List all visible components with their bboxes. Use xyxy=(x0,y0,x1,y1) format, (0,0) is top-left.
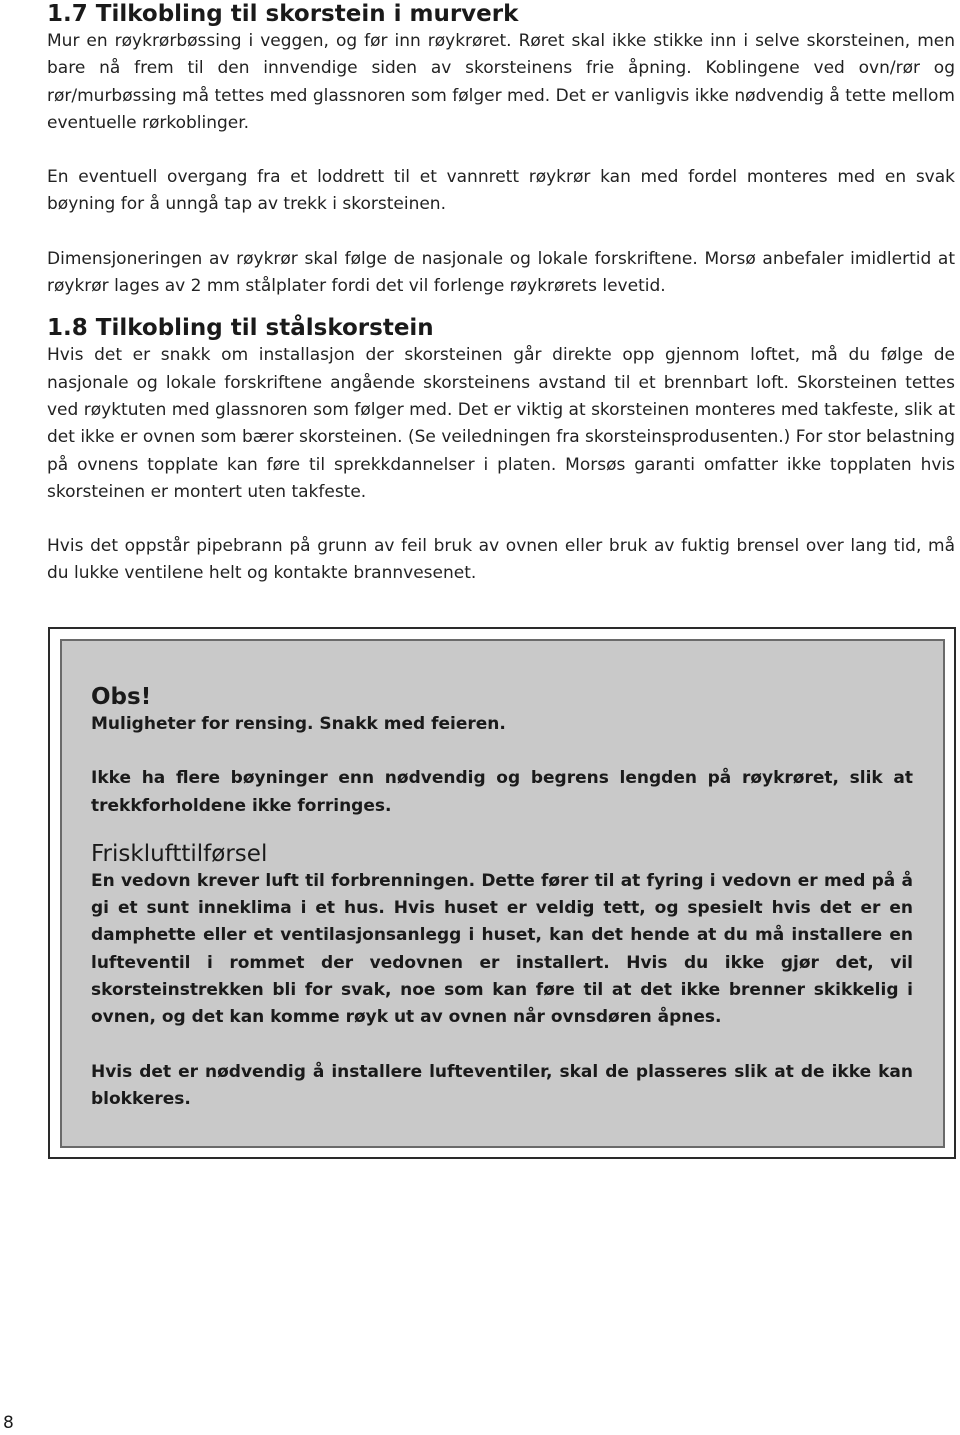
notice-cleaning-text: Muligheter for rensing. Snakk med feieren. xyxy=(91,714,506,734)
paragraph-flue-bend: En eventuell overgang fra et loddrett til et vannrett røykrør kan med fordel monteres med en svak bøyning for å unngå tap av trekk i skorsteinen. xyxy=(47,167,955,215)
notice-frame xyxy=(48,627,956,1159)
page-content xyxy=(47,0,955,588)
page-number: 8 xyxy=(3,1413,14,1433)
section-heading-1-7: 1.7 Tilkobling til skorstein i murverk xyxy=(47,1,519,27)
paragraph-chimney-fire: Hvis det oppstår pipebrann på grunn av feil bruk av ovnen eller bruk av fuktig brensel over lang tid, må du lukke ventilene helt og kontakte brannvesenet. xyxy=(47,536,955,584)
notice-fresh-air-heading: Frisklufttilførsel xyxy=(91,840,268,867)
notice-content xyxy=(91,683,913,1113)
notice-bends-text: Ikke ha flere bøyninger enn nødvendig og begrens lengden på røykrøret, slik at trekkforholdene ikke forringes. xyxy=(91,768,913,816)
notice-fresh-air-text: En vedovn krever luft til forbrenningen. Dette fører til at fyring i vedovn er med på å gi et sunt inneklima i et hus. Hvis huset er veldig tett, og spesielt hvis det er en damphette eller et ventilasjonsanlegg i huset, kan det hende at du må installere en lufteventil i rommet der vedovnen er installert. Hvis du ikke gjør det, vil skorsteinstrekken bli for svak, noe som kan føre til at det ikke brenner skikkelig i ovnen, og det kan komme røyk ut av ovnen når ovnsdøren åpnes. xyxy=(91,870,913,1028)
paragraph-flue-dimensions: Dimensjoneringen av røykrør skal følge de nasjonale og lokale forskriftene. Morsø anbefaler imidlertid at røykrør lages av 2 mm stålplater fordi det vil forlenge røykrørets levetid. xyxy=(47,248,955,297)
notice-air-valve-text: Hvis det er nødvendig å installere lufteventiler, skal de plasseres slik at de ikke kan blokkeres. xyxy=(91,1061,913,1109)
notice-title: Obs! xyxy=(91,684,152,710)
paragraph-chimney-masonry-intro: Mur en røykrørbøssing i veggen, og før inn røykrøret. Røret skal ikke stikke inn i selve skorsteinen, men bare nå frem til den innvendige siden av skorsteinens frie åpning. Koblingene ved ovn/rør og rør/murbøssing må tettes med glassnoren som følger med. Det er vanligvis ikke nødvendig å tette mellom eventuelle rørkoblinger. xyxy=(47,31,955,133)
notice-box xyxy=(60,639,945,1148)
section-heading-1-8: 1.8 Tilkobling til stålskorstein xyxy=(47,315,434,342)
paragraph-steel-chimney: Hvis det er snakk om installasjon der skorsteinen går direkte opp gjennom loftet, må du følge de nasjonale og lokale forskriftene angående skorsteinens avstand til et brennbart loft. Skorsteinen tettes ved røyktuten med glassnoren som følger med. Det er viktig at skorsteinen monteres med takfeste, slik at det ikke er ovnen som bærer skorsteinen. (Se veiledningen fra skorsteinsprodusenten.) For stor belastning på ovnens topplate kan føre til sprekkdannelser i platen. Morsøs garanti omfatter ikke topplaten hvis skorsteinen er montert uten takfeste. xyxy=(47,345,955,502)
